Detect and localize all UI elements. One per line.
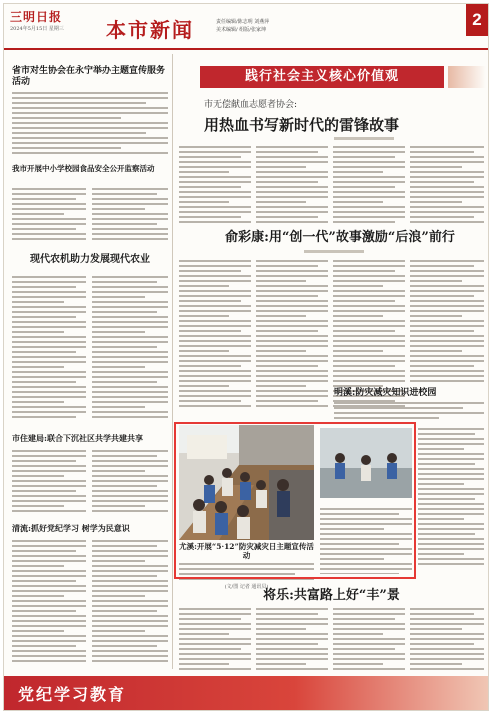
article-body [179, 260, 251, 414]
article-body [92, 450, 168, 516]
column-divider [172, 54, 173, 669]
feature-kicker: 市无偿献血志愿者协会: [204, 100, 298, 110]
article-body [410, 608, 484, 672]
article-body [418, 428, 484, 574]
editor-line: 责任编辑/陈志明 刘燕萍 [216, 19, 270, 25]
paper-name: 三明日报 [10, 10, 63, 24]
page-number: 2 [466, 4, 488, 36]
article-headline: 现代农机助力发展现代农业 [30, 254, 150, 265]
article-body [12, 450, 86, 516]
article-body [12, 92, 168, 158]
article-headline: 省市对生协会在永宁举办主题宣传服务活动 [12, 66, 166, 87]
article-body [333, 608, 405, 672]
footer-banner [4, 676, 488, 710]
article-body [179, 608, 251, 672]
article-body [12, 540, 86, 666]
article-body [92, 188, 168, 246]
editor-line: 美术编辑/ 组版/张家坤 [216, 27, 266, 33]
article-body [12, 188, 86, 246]
banner-decoration [448, 66, 486, 88]
article-headline: 清流:抓好党纪学习 树学为民意识 [12, 523, 130, 533]
article-body [333, 146, 405, 226]
editors-credit [216, 18, 269, 34]
footer-title: 党纪学习教育 [18, 685, 127, 704]
highlight-frame [174, 422, 416, 579]
newspaper-page [3, 3, 489, 711]
masthead [4, 4, 488, 50]
article-body [410, 146, 484, 226]
article-body [12, 276, 86, 424]
article-body [179, 146, 251, 226]
bottom-headline: 将乐:共富路上好“丰”景 [263, 588, 400, 603]
feature-byline [304, 250, 364, 253]
issue-date: 2024年5月15日 星期三 [10, 26, 64, 32]
section-title: 本市新闻 [106, 18, 194, 42]
article-body [92, 276, 168, 424]
article-headline: 市住建局:联合下沉社区共学共建共享 [12, 433, 143, 443]
article-body [256, 260, 328, 414]
article-body [256, 608, 328, 672]
feature-byline [334, 137, 394, 140]
values-banner: 践行社会主义核心价值观 [200, 66, 444, 88]
article-body [410, 260, 484, 390]
photo-credit: (文/图 记者 通讯员) [224, 584, 269, 590]
article-headline: 我市开展中小学校园食品安全公开监察活动 [12, 164, 155, 173]
photo-caption-title: 尤溪:开展“5·12”防灾减灾日主题宣传活动 [179, 542, 314, 560]
article-body [92, 540, 168, 666]
feature-headline: 用热血书写新时代的雷锋故事 [204, 116, 400, 134]
sidebar-headline: 明溪:防灾减灾知识进校园 [334, 388, 437, 398]
article-body [256, 146, 328, 226]
article-body [334, 402, 484, 424]
feature-headline: 俞彩康:用“创一代”故事激励“后浪”前行 [225, 230, 455, 245]
